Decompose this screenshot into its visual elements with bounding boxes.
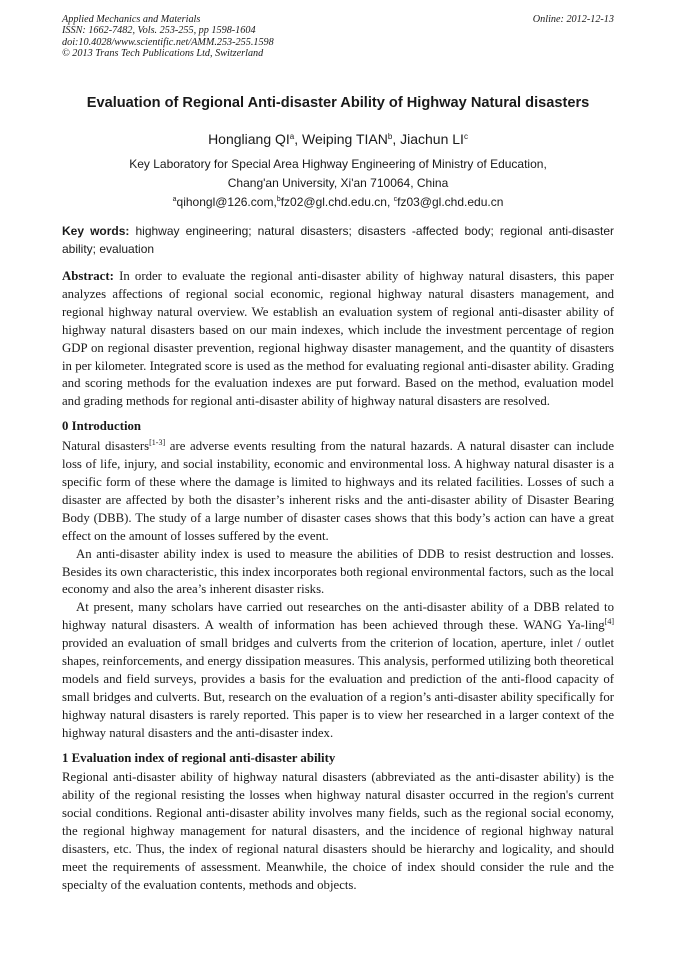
email-mark: a	[172, 196, 177, 203]
email-address: fz03@gl.chd.edu.cn	[397, 195, 504, 209]
issn-line: ISSN: 1662-7482, Vols. 253-255, pp 1598-1604	[62, 25, 256, 37]
section-heading-evaluation-index: 1 Evaluation index of regional anti-disaster ability	[62, 750, 336, 765]
doi-line: doi:10.4028/www.scientific.net/AMM.253-255.1598	[62, 36, 274, 48]
abstract-text: In order to evaluate the regional anti-disaster ability of highway natural disasters, this paper analyzes affections of regional social economic, regional highway natural disasters management, and regional highway natural overview. We establish an evaluation system of regional anti-disaster ability of highway natural disasters based on our main indexes, which include the investment percentage of region GDP on regional disaster prevention, regional highway disaster management, and the quantity of disasters in per kilometer. Integrated score is used as the method for evaluating regional anti-disaster ability. Grading and scoring methods for the evaluation indexes are put forward. Based on the method, evaluation model and grading methods for regional anti-disaster ability of highway natural disasters are resolved.	[62, 269, 614, 409]
author-separator: ,	[392, 131, 401, 147]
email-line	[62, 193, 614, 212]
introduction-paragraph-2: An anti-disaster ability index is used to measure the abilities of DDB to resist destruction and losses. Besides its own characteristic, this index incorporates both regional environmental factors, such as the local economy and also the area’s inherent disaster risks.	[62, 546, 614, 597]
affiliation	[62, 155, 614, 212]
author-name: Hongliang QI	[208, 131, 290, 147]
author-name: Weiping TIAN	[302, 131, 388, 147]
paragraph-text: provided an evaluation of small bridges and culverts from the criterion of location, aperture, inlet / outlet shapes, reinforcements, and energy dissipation measures. This analysis, performed utilizing both theoretical models and field surveys, provides a basis for the evaluation and prediction of the anti-flood capacity of small bridges and culverts. But, research on the evaluation of a region’s anti-disaster ability specifically for highway natural disasters is rarely reported. This paper is to view her researched in a larger context of the highway natural disasters and the anti-disaster index.	[62, 636, 614, 740]
author-name: Jiachun LI	[400, 131, 464, 147]
author-list	[62, 130, 614, 148]
email-address: fz02@gl.chd.edu.cn	[280, 195, 387, 209]
email-mark: c	[393, 196, 398, 203]
keywords-label: Key words:	[62, 224, 130, 238]
abstract	[62, 268, 614, 411]
affiliation-line-1: Key Laboratory for Special Area Highway Engineering of Ministry of Education,	[129, 157, 547, 171]
journal-name: Applied Mechanics and Materials	[62, 14, 201, 25]
section-heading-introduction: 0 Introduction	[62, 419, 142, 434]
citation-ref: [4]	[604, 617, 614, 627]
email-separator: ,	[273, 195, 277, 209]
copyright-line: © 2013 Trans Tech Publications Ltd, Switzerland	[62, 47, 264, 59]
journal-header	[62, 14, 614, 60]
paragraph-text: Natural disasters	[62, 439, 150, 454]
online-date: Online: 2012-12-13	[532, 14, 614, 25]
email-address: qihongl@126.com	[176, 195, 274, 209]
author-mark: a	[289, 132, 295, 141]
paper-title: Evaluation of Regional Anti-disaster Ability of Highway Natural disasters	[86, 95, 590, 111]
citation-ref: [1-3]	[149, 438, 166, 448]
paragraph-text: are adverse events resulting from the natural hazards. A natural disaster can include loss of life, injury, and social instability, economic and environmental loss. A highway natural disaster is a specific form of these where the damage is limited to highways and its related facilities. Losses of such a disaster are affected by both the disaster’s inherent risks and the anti-disaster ability of Disaster Bearing Body (DBB). The study of a large number of disaster cases shows that this body’s action can have a great effect on the amount of losses suffered by the event.	[62, 439, 614, 543]
evaluation-index-paragraph: Regional anti-disaster ability of highway natural disasters (abbreviated as the anti-disaster ability) is the ability of the regional resisting the losses when highway natural disaster occurred in the region's current social conditions. Regional anti-disaster ability involves many fields, such as the regional social economy, the regional highway management for natural disasters, and the incidence of regional highway natural disasters, etc. Thus, the index of regional natural disasters should be hierarchy and logicality, and should meet the requirements of assessment. Meanwhile, the choice of index should consider the rule and the specialty of the evaluation contents, methods and objects.	[62, 770, 614, 892]
author-mark: c	[463, 132, 468, 141]
paragraph-text: At present, many scholars have carried out researches on the anti-disaster ability of a DBB related to highway natural disasters. A wealth of information has been achieved through these. WANG Ya-ling	[62, 600, 614, 633]
introduction-paragraph-1	[62, 438, 614, 545]
keywords-text: highway engineering; natural disasters; disasters -affected body; regional anti-disaster ability; evaluation	[62, 224, 614, 256]
paper-page	[62, 14, 614, 895]
author-mark: b	[387, 132, 393, 141]
author-separator: ,	[294, 131, 303, 147]
keywords	[62, 222, 614, 258]
introduction-paragraph-3	[62, 599, 614, 742]
abstract-label: Abstract:	[62, 269, 114, 283]
email-mark: b	[276, 196, 281, 203]
affiliation-line-2: Chang'an University, Xi'an 710064, China	[227, 176, 449, 190]
email-separator: ,	[386, 195, 394, 209]
